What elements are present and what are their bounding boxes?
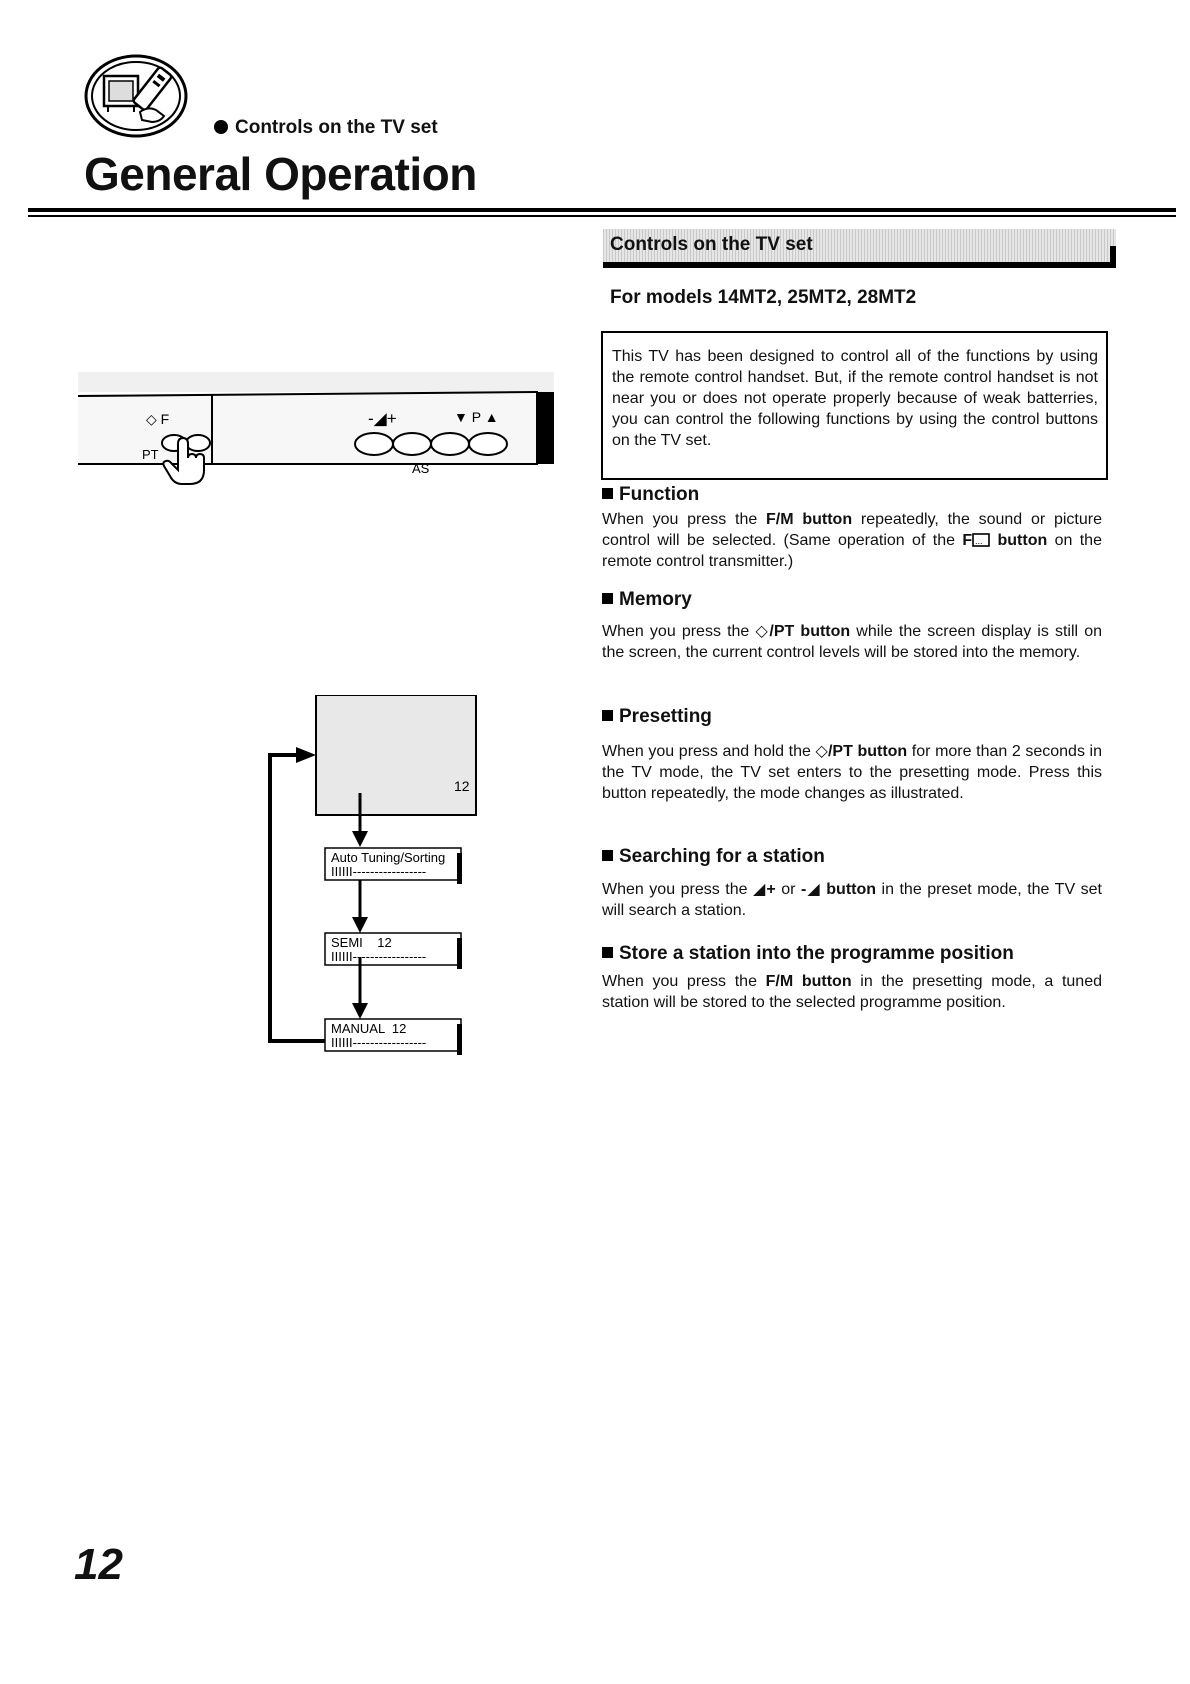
tv-remote-hand-icon <box>84 54 188 138</box>
mode-semi-title: SEMI 12 <box>331 935 392 950</box>
panel-programme-label: ▼ P ▲ <box>454 409 499 425</box>
programme-up-button <box>469 433 507 455</box>
mode-semi-bar: IIIIII----------------- <box>331 949 427 964</box>
intro-text: This TV has been designed to control all of the functions by using the remote control handset. But, if the remote control handset is not near you or does not operate properly because of weak batterries, you can control the following functions by using the control buttons on the TV set. <box>612 348 1098 449</box>
menu-button-icon <box>972 533 990 547</box>
mode-auto-title: Auto Tuning/Sorting <box>331 850 446 865</box>
searching-heading: Searching for a station <box>602 846 825 868</box>
square-bullet-icon <box>602 488 613 499</box>
subsection-banner-end <box>1110 246 1116 268</box>
square-bullet-icon <box>602 947 613 958</box>
arrow-down-icon <box>352 917 368 933</box>
presetting-text: When you press and hold the ◇/PT button for more than 2 seconds in the TV mode, the TV set enters to the presetting mode. Press this button repeatedly, the mode changes as illustrated. <box>602 743 1103 802</box>
panel-as-label: AS <box>412 461 430 476</box>
subsection-title: Controls on the TV set <box>610 234 813 255</box>
memory-text: When you press the ◇/PT button while the screen display is still on the screen, the current control levels will be stored into the memory. <box>602 623 1103 661</box>
title-rule <box>28 208 1176 212</box>
arrow-down-icon <box>352 831 368 847</box>
mode-manual-title: MANUAL 12 <box>331 1021 407 1036</box>
function-heading: Function <box>602 484 699 506</box>
tv-control-panel <box>78 372 554 494</box>
presetting-flow-diagram <box>268 695 500 1085</box>
bullet-icon <box>214 120 228 134</box>
subsection-banner-underline <box>603 262 1116 268</box>
models-line: For models 14MT2, 25MT2, 28MT2 <box>610 287 917 308</box>
mode-auto-bar: IIIIII----------------- <box>331 864 427 879</box>
volume-up-button <box>393 433 431 455</box>
store-heading: Store a station into the programme position <box>602 943 1014 965</box>
panel-pt-label: PT <box>142 447 159 462</box>
panel-volume-label: -◢+ <box>368 409 397 428</box>
square-bullet-icon <box>602 850 613 861</box>
tv-screen <box>316 695 476 815</box>
page-title: General Operation <box>84 148 477 200</box>
volume-down-button <box>355 433 393 455</box>
function-text: When you press the F/M button repeatedly, the sound or picture control will be selected. (Same operation of the F ... button on the remote control transmitter.) <box>602 511 1102 570</box>
arrow-right-icon <box>296 747 316 763</box>
svg-text:...: ... <box>975 536 983 546</box>
f-button <box>186 435 210 451</box>
memory-heading: Memory <box>602 589 692 611</box>
arrow-down-icon <box>352 1003 368 1019</box>
title-rule-thin <box>28 215 1176 217</box>
square-bullet-icon <box>602 593 613 604</box>
section-label: Controls on the TV set <box>214 117 438 139</box>
presetting-heading: Presetting <box>602 706 712 728</box>
square-bullet-icon <box>602 710 613 721</box>
searching-text: When you press the ◢+ or -◢ button in the preset mode, the TV set will search a station. <box>602 881 1102 919</box>
screen-programme-number: 12 <box>454 778 470 794</box>
mode-manual-bar: IIIIII----------------- <box>331 1035 427 1050</box>
panel-pt-f-label: ◇ F <box>146 411 170 427</box>
programme-down-button <box>431 433 469 455</box>
store-text: When you press the F/M button in the presetting mode, a tuned station will be stored to the selected programme position. <box>602 973 1102 1011</box>
page-number: 12 <box>74 1540 123 1589</box>
